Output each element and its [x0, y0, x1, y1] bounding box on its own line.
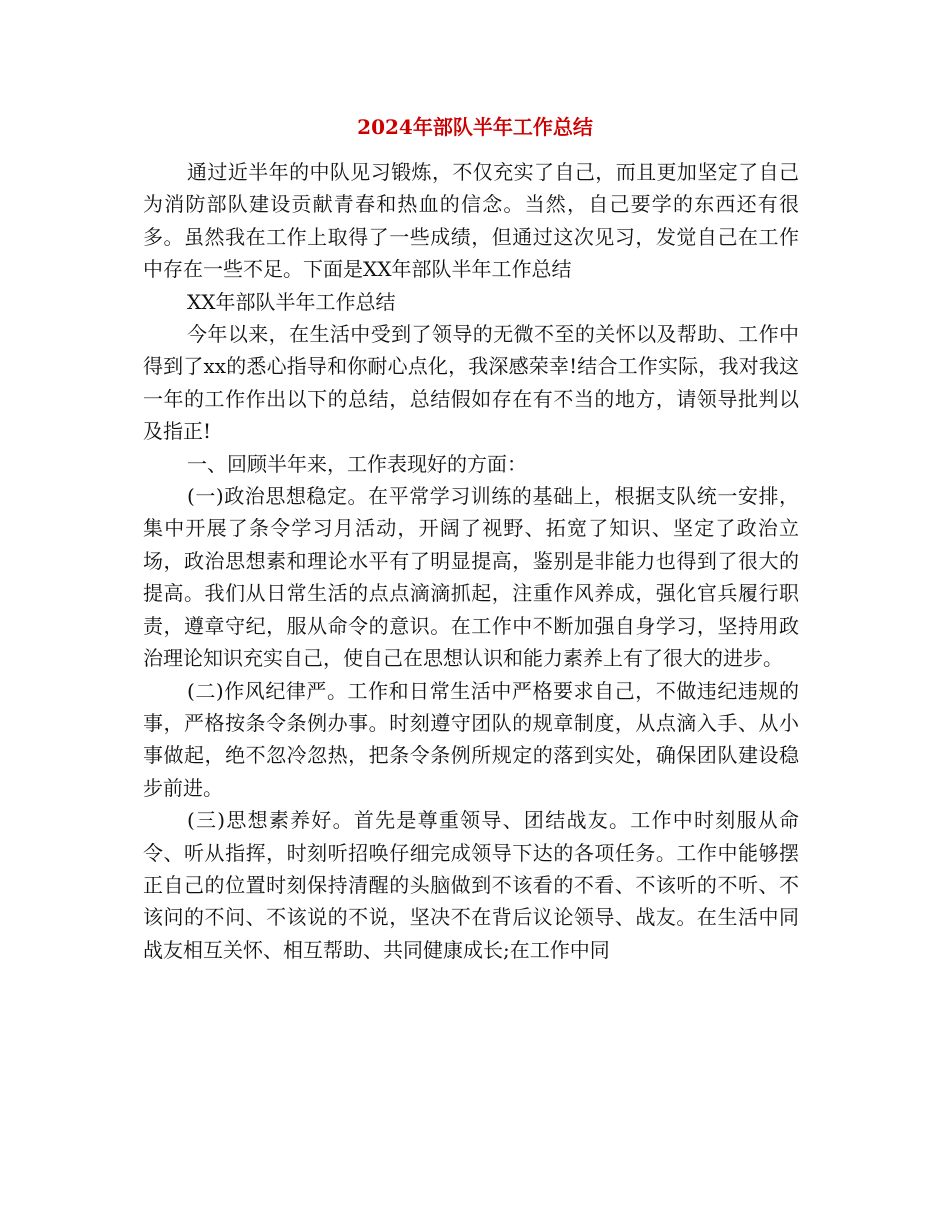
subtitle-paragraph: XX年部队半年工作总结 [187, 289, 396, 314]
point-one-paragraph: (一)政治思想稳定。在平常学习训练的基础上，根据支队统一安排，集中开展了条令学习月活动，开阔了视野、拓宽了知识、坚定了政治立场，政治思想素和理论水平有了明显提高，鉴别是非能力也得到了很大的提高。我们从日常生活的点点滴滴抓起，注重作风养成，强化官兵履行职责，遵章守纪，服从命令的意识。在工作中不断加强自身学习，坚持用政治理论知识充实自己，使自己在思想认识和能力素养上有了很大的进步。 [143, 484, 799, 671]
document-body [143, 156, 799, 966]
section-heading: 一、回顾半年来，工作表现好的方面： [187, 451, 527, 476]
point-three-paragraph: (三)思想素养好。首先是尊重领导、团结战友。工作中时刻服从命令、听从指挥，时刻听招唤仔细完成领导下达的各项任务。工作中能够摆正自己的位置时刻保持清醒的头脑做到不该看的不看、不该听的不听、不该问的不问、不该说的不说，坚决不在背后议论领导、战友。在生活中同战友相互关怀、相互帮助、共同健康成长;在工作中同 [143, 808, 799, 962]
point-two-paragraph: (二)作风纪律严。工作和日常生活中严格要求自己，不做违纪违规的事，严格按条令条例办事。时刻遵守团队的规章制度，从点滴入手、从小事做起，绝不忽冷忽热，把条令条例所规定的落到实处，确保团队建设稳步前进。 [143, 678, 799, 800]
page-title: 2024年部队半年工作总结 [357, 115, 593, 139]
intro-paragraph: 通过近半年的中队见习锻炼，不仅充实了自己，而且更加坚定了自己为消防部队建设贡献青春和热血的信念。当然，自己要学的东西还有很多。虽然我在工作上取得了一些成绩，但通过这次见习，发觉自己在工作中存在一些不足。下面是XX年部队半年工作总结 [143, 160, 799, 282]
opening-paragraph: 今年以来，在生活中受到了领导的无微不至的关怀以及帮助、工作中得到了xx的悉心指导和你耐心点化，我深感荣幸!结合工作实际，我对我这一年的工作作出以下的总结，总结假如存在有不当的地方，请领导批判以及指正! [143, 322, 799, 444]
